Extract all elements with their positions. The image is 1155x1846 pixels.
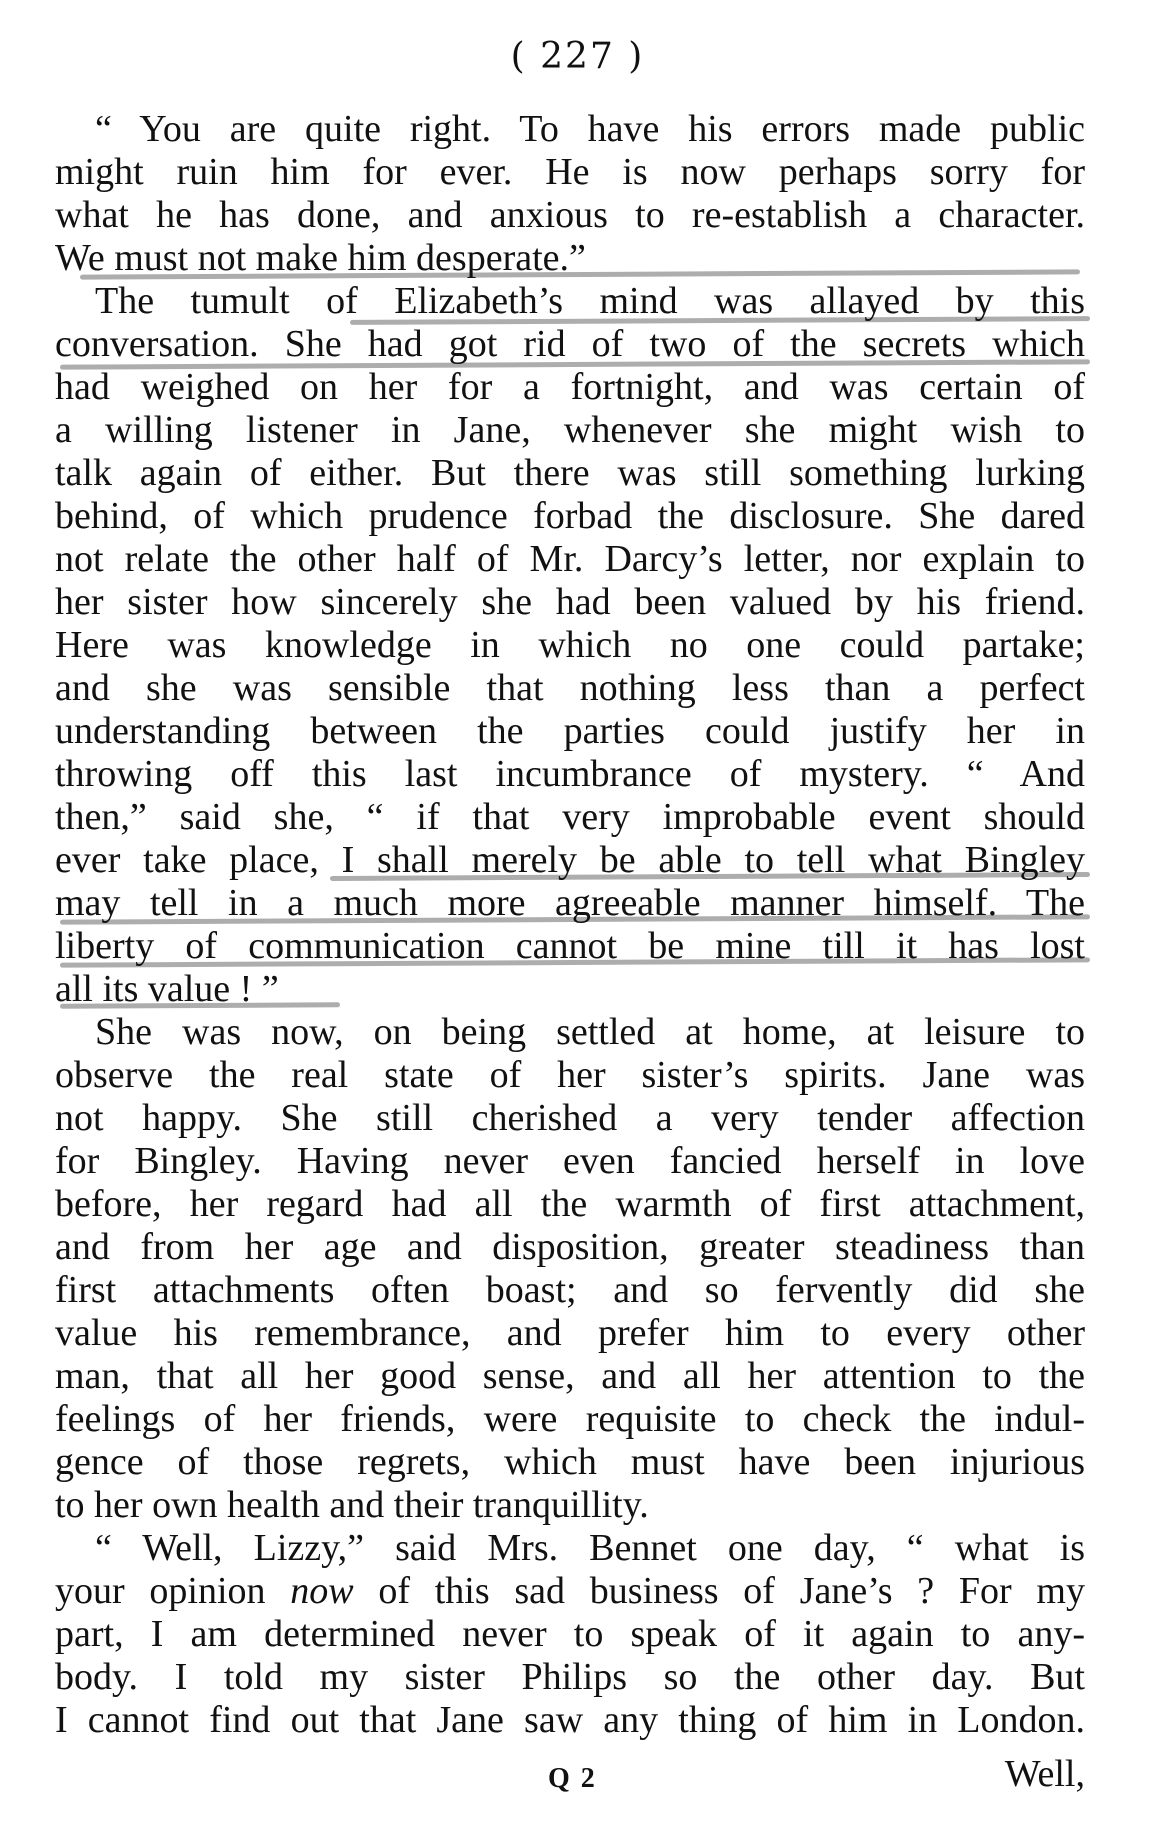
text-line: your opinion now of this sad business of Jane’s ? For my [55, 1570, 1085, 1612]
signature-mark: Q 2 [548, 1763, 597, 1794]
text-line: liberty of communication cannot be mine till it has lost [55, 925, 1085, 967]
text-line: for Bingley. Having never even fancied herself in love [55, 1140, 1085, 1182]
text-line: value his remembrance, and prefer him to every other [55, 1312, 1085, 1354]
text-line: first attachments often boast; and so fervently did she [55, 1269, 1085, 1311]
text-line: had weighed on her for a fortnight, and was certain of [55, 366, 1085, 408]
text-line: She was now, on being settled at home, at leisure to [95, 1011, 1085, 1053]
text-line: and from her age and disposition, greater steadiness than [55, 1226, 1085, 1268]
text-line: all its value ! ” [55, 968, 279, 1010]
text-line: and she was sensible that nothing less than a perfect [55, 667, 1085, 709]
text-line: feelings of her friends, were requisite to check the indul- [55, 1398, 1085, 1440]
emphasis: now [290, 1570, 354, 1612]
text-line: her sister how sincerely she had been valued by his friend. [55, 581, 1085, 623]
page-number: ( 227 ) [510, 36, 645, 77]
text-line: body. I told my sister Philips so the other day. But [55, 1656, 1085, 1698]
text-line: “ Well, Lizzy,” said Mrs. Bennet one day, “ what is [95, 1527, 1085, 1569]
text-line: then,” said she, “ if that very improbable event should [55, 796, 1085, 838]
text-line: a willing listener in Jane, whenever she might wish to [55, 409, 1085, 451]
text-line: talk again of either. But there was still something lurking [55, 452, 1085, 494]
text-line: not relate the other half of Mr. Darcy’s letter, nor explain to [55, 538, 1085, 580]
text-line: ever take place, I shall merely be able to tell what Bingley [55, 839, 1085, 881]
body-text [55, 108, 1085, 1742]
text-line: We must not make him desperate.” [55, 237, 586, 279]
text-line: gence of those regrets, which must have been injurious [55, 1441, 1085, 1483]
text-line: part, I am determined never to speak of it again to any- [55, 1613, 1085, 1655]
text-line: to her own health and their tranquillity. [55, 1484, 649, 1526]
text-line: “ You are quite right. To have his errors made public [95, 108, 1085, 150]
text-line: not happy. She still cherished a very tender affection [55, 1097, 1085, 1139]
text-line: I cannot find out that Jane saw any thing of him in London. [55, 1699, 1085, 1741]
text-line: what he has done, and anxious to re-establish a character. [55, 194, 1085, 236]
catchword: Well, [1004, 1753, 1085, 1795]
text-line: The tumult of Elizabeth’s mind was allayed by this [95, 280, 1085, 322]
text-line: behind, of which prudence forbad the disclosure. She dared [55, 495, 1085, 537]
text-line: conversation. She had got rid of two of the secrets which [55, 323, 1085, 365]
text-line: observe the real state of her sister’s spirits. Jane was [55, 1054, 1085, 1096]
text-line: understanding between the parties could justify her in [55, 710, 1085, 752]
text-line: man, that all her good sense, and all her attention to the [55, 1355, 1085, 1397]
text-line: throwing off this last incumbrance of mystery. “ And [55, 753, 1085, 795]
text-line: before, her regard had all the warmth of first attachment, [55, 1183, 1085, 1225]
text-line: may tell in a much more agreeable manner himself. The [55, 882, 1085, 924]
text-line: Here was knowledge in which no one could partake; [55, 624, 1085, 666]
text-line: might ruin him for ever. He is now perhaps sorry for [55, 151, 1085, 193]
